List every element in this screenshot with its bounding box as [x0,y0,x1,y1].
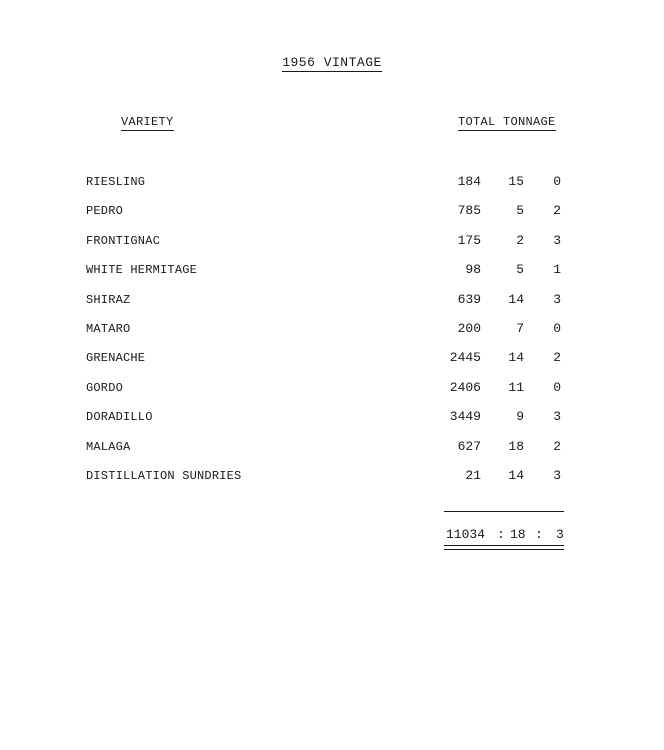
variety-name: DORADILLO [86,410,153,425]
qr-value: 0 [553,379,561,395]
tons-value: 184 [457,174,481,189]
table-row [0,259,664,288]
cwt-value: 9 [516,409,524,425]
cwt-value: 14 [508,291,524,307]
total-top-rule [444,511,564,512]
total-tonnage-header [458,115,556,129]
variety-name: GORDO [86,380,124,395]
table-row [0,289,664,318]
qr-value: 3 [553,291,561,307]
variety-name: MALAGA [86,439,131,454]
tons-value: 639 [457,291,481,307]
cwt-value: 7 [516,320,524,336]
tonnage-table [0,171,664,494]
qr-value: 0 [553,174,561,189]
tons-value: 627 [457,438,481,454]
variety-header-text: VARIETY [121,115,174,129]
table-row [0,406,664,435]
variety-name: WHITE HERMITAGE [86,263,198,278]
tons-value: 21 [465,467,481,483]
qr-value: 2 [553,438,561,454]
total-double-rule-upper [444,545,564,546]
total-double-rule-lower [444,549,564,550]
total-separator: : [535,527,543,542]
qr-value: 2 [553,203,561,219]
table-row [0,436,664,465]
variety-name: SHIRAZ [86,292,131,307]
qr-value: 3 [553,409,561,425]
variety-name: GRENACHE [86,351,146,366]
table-row [0,171,664,200]
cwt-value: 14 [508,467,524,483]
qr-value: 3 [553,232,561,248]
table-row [0,377,664,406]
qr-value: 0 [553,320,561,336]
total-cwt: 18 [510,527,526,542]
cwt-value: 15 [508,174,524,189]
title-text: 1956 VINTAGE [282,55,382,70]
tons-value: 3449 [449,409,481,425]
table-row [0,230,664,259]
table-row [0,347,664,376]
qr-value: 2 [553,350,561,366]
qr-value: 3 [553,467,561,483]
variety-header [121,115,174,129]
cwt-value: 18 [508,438,524,454]
total-tons: 11034 [446,527,486,542]
page-title [0,55,664,70]
total-qr: 3 [556,527,564,542]
variety-name: PEDRO [86,204,124,219]
tons-value: 98 [465,262,481,278]
cwt-value: 2 [516,232,524,248]
tons-value: 2445 [449,350,481,366]
cwt-value: 5 [516,262,524,278]
cwt-value: 5 [516,203,524,219]
total-separator: : [497,527,505,542]
tons-value: 2406 [449,379,481,395]
table-row [0,318,664,347]
tons-value: 785 [457,203,481,219]
table-row [0,465,664,494]
cwt-value: 14 [508,350,524,366]
variety-name: MATARO [86,321,131,336]
table-row [0,200,664,229]
qr-value: 1 [553,262,561,278]
tons-value: 175 [457,232,481,248]
cwt-value: 11 [508,379,524,395]
tons-value: 200 [457,320,481,336]
variety-name: FRONTIGNAC [86,233,161,248]
variety-name: DISTILLATION SUNDRIES [86,468,242,483]
total-tonnage-header-text: TOTAL TONNAGE [458,115,556,129]
variety-name: RIESLING [86,175,146,189]
